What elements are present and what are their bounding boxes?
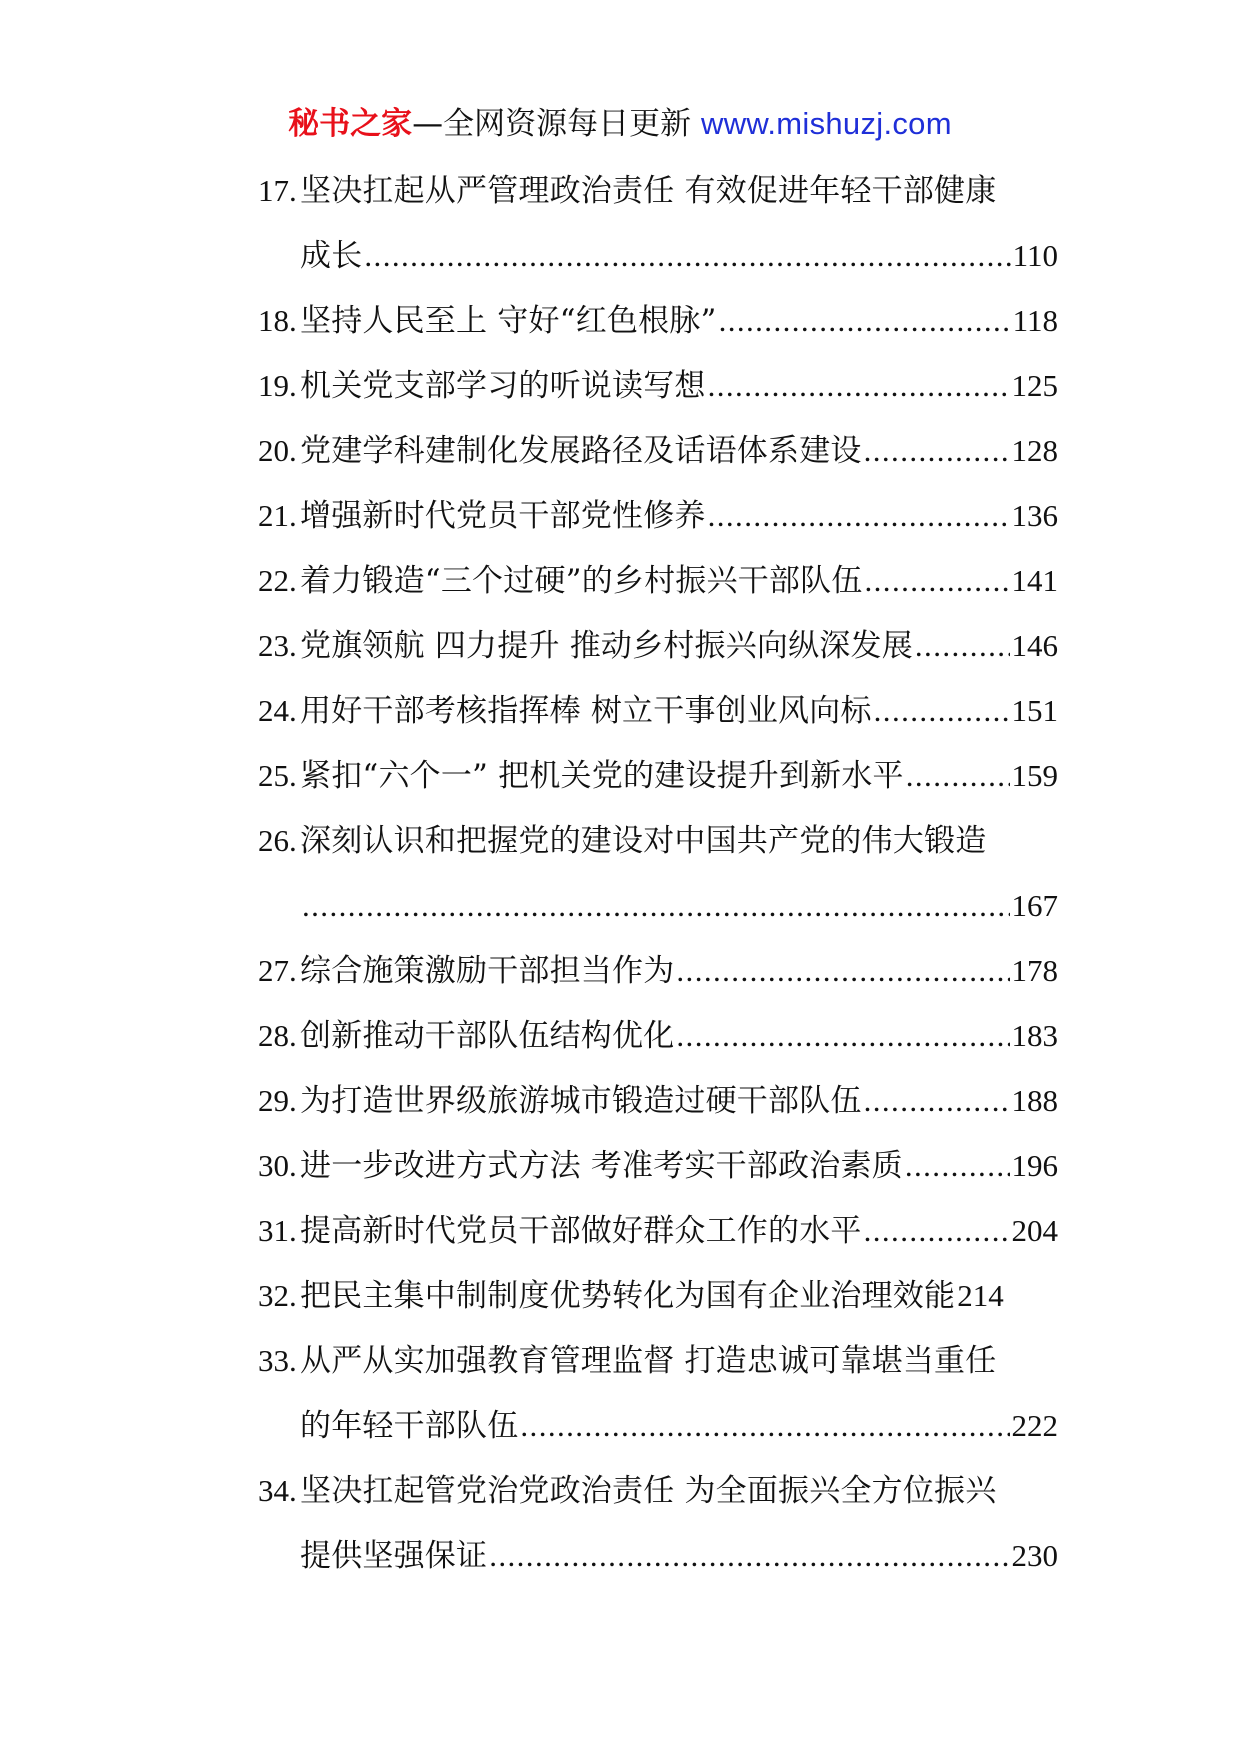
brand-name: 秘书之家	[288, 106, 413, 142]
dot-leader	[862, 418, 1010, 483]
dot-leader	[706, 483, 1010, 548]
page-number: 125	[1011, 368, 1058, 403]
toc-entry[interactable]	[258, 678, 1058, 743]
entry-title-continued: 的年轻干部队伍	[300, 1408, 519, 1444]
page-number: 196	[1011, 1148, 1058, 1183]
entry-title: 深刻认识和把握党的建设对中国共产党的伟大锻造	[300, 823, 987, 859]
entry-title: 增强新时代党员干部党性修养	[300, 498, 706, 534]
dot-leader	[913, 613, 1010, 678]
page-number: 214	[957, 1278, 1004, 1313]
header-slogan: —全网资源每日更新	[412, 106, 702, 142]
site-header	[0, 104, 1240, 144]
page-number: 146	[1011, 628, 1058, 663]
entry-number: 26.	[258, 823, 297, 858]
entry-number: 24.	[258, 693, 297, 728]
entry-title: 创新推动干部队伍结构优化	[300, 1018, 675, 1054]
entry-number: 32.	[258, 1278, 297, 1313]
page-number: 159	[1011, 758, 1058, 793]
toc-entry[interactable]	[258, 1068, 1058, 1133]
toc-entry[interactable]	[258, 418, 1058, 483]
entry-number: 27.	[258, 953, 297, 988]
dot-leader	[518, 1393, 1009, 1458]
toc-entry[interactable]	[258, 548, 1058, 613]
entry-number: 21.	[258, 498, 297, 533]
table-of-contents	[258, 158, 1058, 1588]
page-number: 230	[1011, 1538, 1058, 1573]
entry-number: 33.	[258, 1343, 297, 1378]
dot-leader	[674, 1003, 1009, 1068]
toc-entry[interactable]	[258, 288, 1058, 353]
entry-number: 22.	[258, 563, 297, 598]
entry-number: 30.	[258, 1148, 297, 1183]
toc-entry[interactable]	[258, 158, 1058, 288]
toc-entry[interactable]	[258, 1458, 1058, 1588]
toc-entry[interactable]	[258, 1328, 1058, 1458]
toc-entry[interactable]	[258, 1198, 1058, 1263]
entry-number: 29.	[258, 1083, 297, 1118]
toc-entry[interactable]	[258, 613, 1058, 678]
toc-entry[interactable]	[258, 808, 1058, 938]
entry-title: 提高新时代党员干部做好群众工作的水平	[300, 1213, 862, 1249]
entry-title: 综合施策激励干部担当作为	[300, 953, 675, 989]
dot-leader	[903, 1133, 1010, 1198]
toc-entry[interactable]	[258, 1133, 1058, 1198]
site-url[interactable]: www.mishuzj.com	[701, 106, 952, 141]
dot-leader	[706, 353, 1010, 418]
dot-leader	[300, 873, 1010, 938]
entry-title: 为打造世界级旅游城市锻造过硬干部队伍	[300, 1083, 862, 1119]
entry-title: 坚决扛起管党治党政治责任 为全面振兴全方位振兴	[300, 1473, 997, 1509]
dot-leader	[863, 548, 1010, 613]
page-number: 204	[1011, 1213, 1058, 1248]
entry-title-continued: 提供坚强保证	[300, 1538, 488, 1574]
page-number: 167	[1011, 888, 1058, 923]
toc-entry[interactable]	[258, 353, 1058, 418]
entry-title: 党旗领航 四力提升 推动乡村振兴向纵深发展	[300, 628, 913, 664]
entry-number: 28.	[258, 1018, 297, 1053]
entry-number: 18.	[258, 303, 297, 338]
dot-leader	[862, 1198, 1010, 1263]
entry-title: 机关党支部学习的听说读写想	[300, 368, 706, 404]
page-number: 222	[1011, 1408, 1058, 1443]
dot-leader	[674, 938, 1009, 1003]
entry-number: 19.	[258, 368, 297, 403]
entry-number: 31.	[258, 1213, 297, 1248]
entry-title: 党建学科建制化发展路径及话语体系建设	[300, 433, 862, 469]
page-number: 183	[1011, 1018, 1058, 1053]
page-number: 178	[1011, 953, 1058, 988]
dot-leader	[487, 1523, 1009, 1588]
entry-title: 坚持人民至上 守好“红色根脉”	[300, 303, 717, 339]
dot-leader	[362, 223, 1010, 288]
entry-title: 着力锻造“三个过硬”的乡村振兴干部队伍	[300, 563, 863, 599]
dot-leader	[717, 288, 1011, 353]
page-number: 110	[1012, 238, 1058, 273]
page-number: 128	[1011, 433, 1058, 468]
dot-leader	[872, 678, 1010, 743]
page-number: 136	[1011, 498, 1058, 533]
entry-title: 从严从实加强教育管理监督 打造忠诚可靠堪当重任	[300, 1343, 997, 1379]
toc-entry[interactable]	[258, 938, 1058, 1003]
entry-number: 20.	[258, 433, 297, 468]
toc-entry[interactable]	[258, 483, 1058, 548]
page-number: 141	[1011, 563, 1058, 598]
entry-title: 用好干部考核指挥棒 树立干事创业风向标	[300, 693, 872, 729]
page-number: 188	[1011, 1083, 1058, 1118]
entry-number: 17.	[258, 173, 297, 208]
entry-title: 坚决扛起从严管理政治责任 有效促进年轻干部健康	[300, 173, 997, 209]
toc-entry[interactable]	[258, 743, 1058, 808]
toc-entry[interactable]	[258, 1003, 1058, 1068]
entry-title: 紧扣“六个一” 把机关党的建设提升到新水平	[300, 758, 904, 794]
entry-title: 进一步改进方式方法 考准考实干部政治素质	[300, 1148, 903, 1184]
entry-title-continued: 成长	[300, 238, 363, 274]
entry-number: 25.	[258, 758, 297, 793]
dot-leader	[904, 743, 1010, 808]
dot-leader	[862, 1068, 1010, 1133]
toc-entry[interactable]	[258, 1263, 1058, 1328]
entry-title: 把民主集中制制度优势转化为国有企业治理效能	[300, 1278, 956, 1314]
page-number: 151	[1011, 693, 1058, 728]
entry-number: 23.	[258, 628, 297, 663]
entry-number: 34.	[258, 1473, 297, 1508]
page-number: 118	[1012, 303, 1058, 338]
